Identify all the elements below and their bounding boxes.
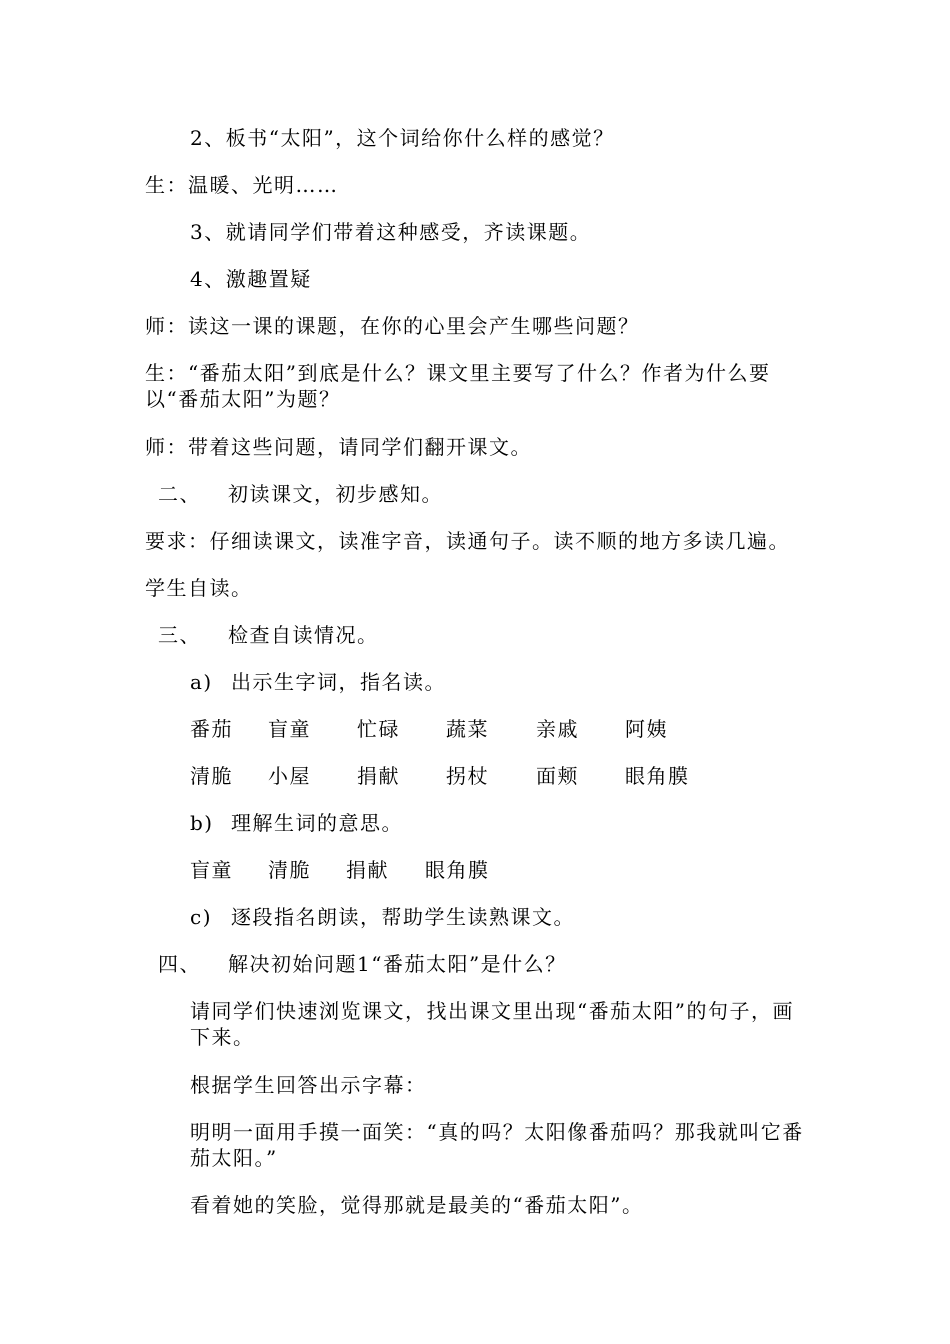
vocab-word: 阿姨 xyxy=(625,717,668,741)
subitem-text: 逐段指名朗读，帮助学生读熟课文。 xyxy=(231,905,575,929)
vocab-word: 捐献 xyxy=(357,764,400,788)
vocab-word: 清脆 xyxy=(268,858,311,882)
vocab-word: 眼角膜 xyxy=(425,858,490,882)
section-title: 解决初始问题1“番茄太阳”是什么？ xyxy=(228,952,567,976)
student-self-reading: 学生自读。 xyxy=(145,576,253,600)
section-title: 初读课文，初步感知。 xyxy=(228,482,443,506)
vocab-word: 捐献 xyxy=(346,858,389,882)
item-4-inspire-questions: 4、激趣置疑 xyxy=(190,267,312,291)
student-answer-1: 生：温暖、光明…… xyxy=(145,173,339,197)
student-answer-2: 生：“番茄太阳”到底是什么？课文里主要写了什么？作者为什么要以“番茄太阳”为题？ xyxy=(145,361,771,411)
subitem-text: 出示生字词，指名读。 xyxy=(231,670,446,694)
item-2-board-writing: 2、板书“太阳”，这个词给你什么样的感觉？ xyxy=(190,126,615,150)
vocab-word: 蔬菜 xyxy=(446,717,489,741)
reading-requirement: 要求：仔细读课文，读准字音，读通句子。读不顺的地方多读几遍。 xyxy=(145,529,790,553)
vocab-word: 眼角膜 xyxy=(625,764,690,788)
browse-instruction: 请同学们快速浏览课文，找出课文里出现“番茄太阳”的句子，画下来。 xyxy=(190,999,794,1049)
section-number: 二、 xyxy=(158,482,201,506)
vocab-word: 小屋 xyxy=(268,764,311,788)
section-title: 检查自读情况。 xyxy=(228,623,379,647)
vocab-word: 盲童 xyxy=(190,858,233,882)
section-number: 四、 xyxy=(158,952,201,976)
vocab-word: 忙碌 xyxy=(357,717,400,741)
vocab-word: 清脆 xyxy=(190,764,233,788)
quote-sentence-1: 明明一面用手摸一面笑：“真的吗？太阳像番茄吗？那我就叫它番茄太阳。” xyxy=(190,1120,804,1170)
teacher-line-2: 师：带着这些问题，请同学们翻开课文。 xyxy=(145,435,532,459)
subitem-text: 理解生词的意思。 xyxy=(231,811,403,835)
teacher-line-1: 师：读这一课的课题，在你的心里会产生哪些问题？ xyxy=(145,314,640,338)
subitem-mark: c) xyxy=(190,905,213,929)
vocab-word: 拐杖 xyxy=(446,764,489,788)
subitem-mark: a) xyxy=(190,670,213,694)
vocab-word: 番茄 xyxy=(190,717,233,741)
vocab-word: 面颊 xyxy=(536,764,579,788)
item-3-read-title: 3、就请同学们带着这种感受，齐读课题。 xyxy=(190,220,592,244)
section-number: 三、 xyxy=(158,623,201,647)
subtitle-intro: 根据学生回答出示字幕： xyxy=(190,1073,427,1097)
subitem-mark: b) xyxy=(190,811,214,835)
vocab-word: 亲戚 xyxy=(536,717,579,741)
quote-sentence-2: 看着她的笑脸，觉得那就是最美的“番茄太阳”。 xyxy=(190,1193,644,1217)
vocab-word: 盲童 xyxy=(268,717,311,741)
